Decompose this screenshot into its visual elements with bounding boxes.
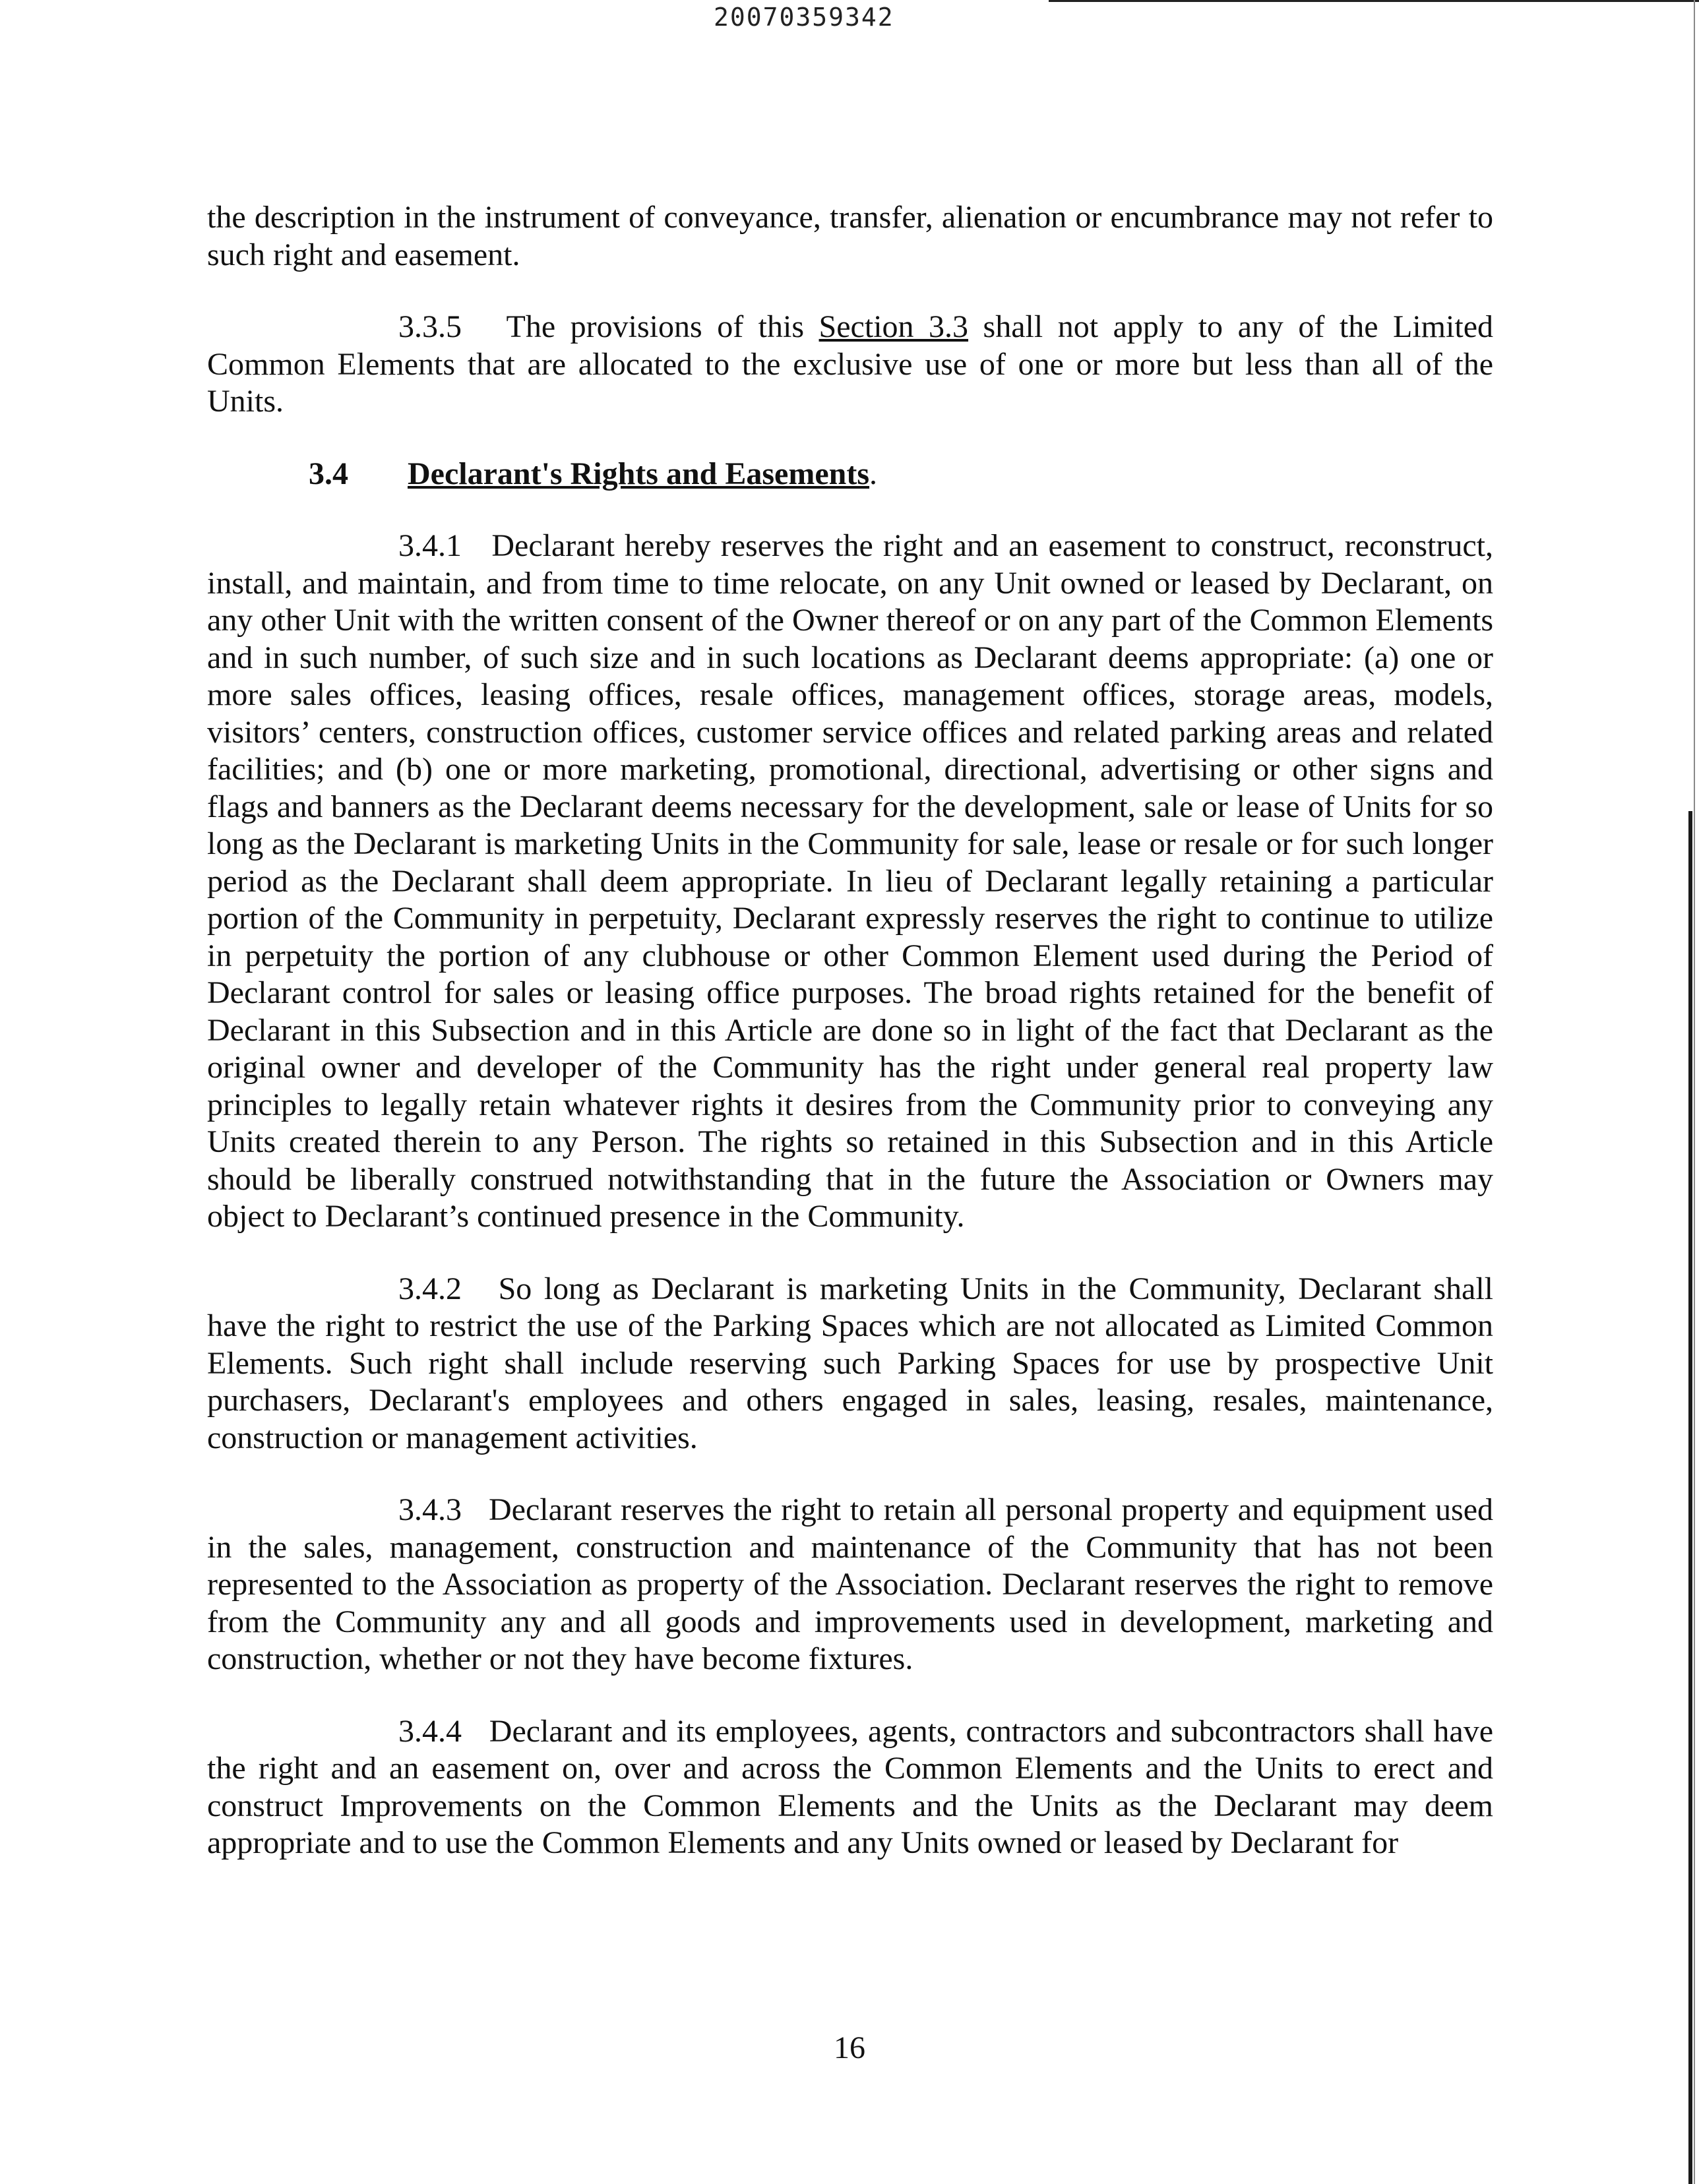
paragraph-number: 3.4.2 bbox=[398, 1271, 462, 1306]
paragraph-number: 3.4.1 bbox=[398, 528, 462, 563]
paragraph-3-4-2 bbox=[207, 1271, 1493, 1457]
section-number: 3.4 bbox=[309, 456, 348, 491]
paragraph-3-3-5 bbox=[207, 309, 1493, 421]
paragraph-number: 3.4.4 bbox=[398, 1713, 462, 1749]
paragraph-text: The provisions of this bbox=[506, 309, 819, 344]
section-title: Declarant's Rights and Easements bbox=[408, 456, 870, 491]
section-reference: Section 3.3 bbox=[819, 309, 969, 344]
paragraph-text: Declarant hereby reserves the right and an easement to construct, reconstruct, install, and maintain, and from time to time relocate, on any Unit owned or leased by Declarant, on any other Unit with the written consent of the Owner thereof or on any part of the Common Elements and in such number, of such size and in such locations as Declarant deems appropriate: (a) one or more sales offices, leasing offices, resale offices, management offices, storage areas, models, visitors’ centers, construction offices, customer service offices and related parking areas and related facilities; and (b) one or more marketing, promotional, directional, advertising or other signs and flags and banners as the Declarant deems necessary for the development, sale or lease of Units for so long as the Declarant is marketing Units in the Community for sale, lease or resale or for such longer period as the Declarant shall deem appropriate. In lieu of Declarant legally retaining a particular portion of the Community in perpetuity, Declarant expressly reserves the right to continue to utilize in perpetuity the portion of any clubhouse or other Common Element used during the Period of Declarant control for sales or leasing office purposes. The broad rights retained for the benefit of Declarant in this Subsection and in this Article are done so in light of the fact that Declarant as the original owner and developer of the Community has the right under general real property law principles to legally retain whatever rights it desires from the Community prior to conveying any Units created therein to any Person. The rights so retained in this Subsection and in this Article should be liberally construed notwithstanding that in the future the Association or Owners may object to Declarant’s continued presence in the Community. bbox=[207, 528, 1493, 1234]
paragraph-text: shall not apply to any of the Limited Common Elements that are allocated to the exclusive use of one or more but less than all of the Units. bbox=[207, 309, 1493, 419]
page-body bbox=[207, 199, 1493, 1862]
paragraph-3-4-1 bbox=[207, 528, 1493, 1236]
paragraph-3-4-3 bbox=[207, 1492, 1493, 1678]
scan-edge-bar bbox=[1688, 811, 1692, 2184]
section-title-period: . bbox=[869, 456, 878, 491]
section-heading-3-4 bbox=[207, 456, 1493, 493]
page-number: 16 bbox=[834, 2030, 865, 2065]
paragraph-continuation: the description in the instrument of conveyance, transfer, alienation or encumbrance may not refer to such right and easement. bbox=[207, 200, 1493, 272]
paragraph-text: So long as Declarant is marketing Units in the Community, Declarant shall have the right to restrict the use of the Parking Spaces which are not allocated as Limited Common Elements. Such right shall include reserving such Parking Spaces for use by prospective Unit purchasers, Declarant's employees and others engaged in sales, leasing, resales, maintenance, construction or management activities. bbox=[207, 1271, 1494, 1455]
scan-edge-line bbox=[1694, 0, 1695, 2184]
header-rule bbox=[1049, 0, 1699, 2]
paragraph-text: Declarant and its employees, agents, contractors and subcontractors shall have the right and an easement on, over and across the Common Elements and the Units to erect and construct Improvements on the Common Elements and the Units as the Declarant may deem appropriate and to use the Common Elements and any Units owned or leased by Declarant for bbox=[207, 1713, 1493, 1860]
paragraph-number: 3.4.3 bbox=[398, 1492, 462, 1527]
paragraph-text: Declarant reserves the right to retain all personal property and equipment used in the sales, management, construction and maintenance of the Community that has not been represented to the Association as property of the Association. Declarant reserves the right to remove from the Community any and all goods and improvements used in development, marketing and construction, whether or not they have become fixtures. bbox=[207, 1492, 1494, 1676]
document-number: 20070359342 bbox=[714, 3, 894, 32]
paragraph-number: 3.3.5 bbox=[398, 309, 462, 344]
paragraph-3-4-4 bbox=[207, 1713, 1493, 1862]
